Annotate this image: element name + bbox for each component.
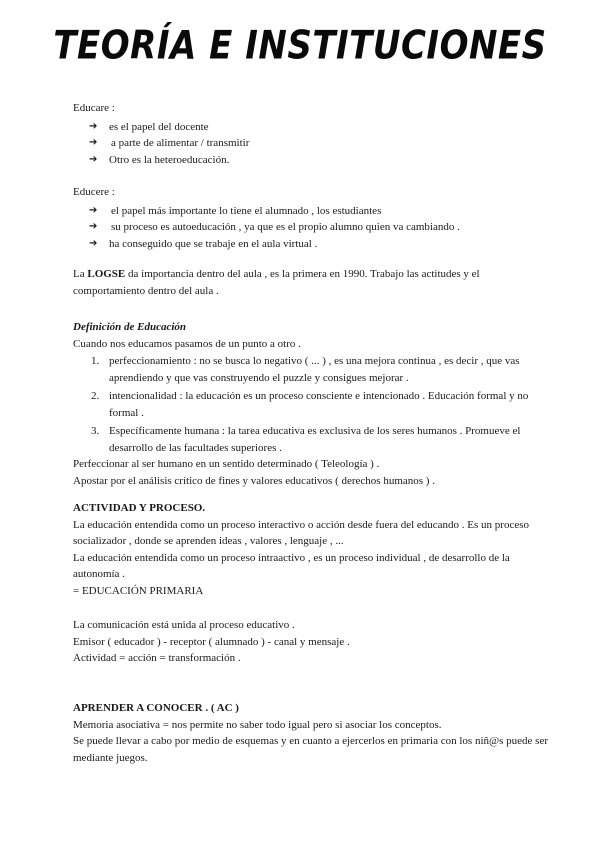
list-item: ➔ su proceso es autoeducación , ya que es el propio alumno quien va cambiando . [73, 219, 533, 236]
actividad-section: ACTIVIDAD Y PROCESO. La educación entendida como un proceso interactivo o acción desde fuera del educando . Es un proceso socializador , donde se aprenden ideas , valores , lenguaje , ... La educación entendida como un proceso intraactivo , es un proceso individual , de desarrollo de la autonomía . = EDUCACIÓN PRIMARIA La comunicación está unida al proceso educativo . Emisor ( educador ) - receptor ( alumnado ) - canal y mensaje . Actividad = acción = transformación . [73, 500, 533, 667]
arrow-right-icon: ➔ [89, 204, 98, 216]
list-item: 2. intencionalidad : la educación es un proceso consciente e intencionado . Educación formal y no formal . [91, 390, 529, 419]
arrow-right-icon: ➔ [89, 221, 98, 232]
section-heading: ACTIVIDAD Y PROCESO. [73, 502, 206, 514]
list-item: ➔ ha conseguido que se trabaje en el aula virtual . [73, 236, 533, 253]
logse-paragraph: La LOGSE da importancia dentro del aula , es la primera en 1990. Trabajo las actitudes y el comportamiento dentro del aula . [73, 268, 480, 297]
educare-label: Educare : [73, 102, 115, 114]
section-heading: Definición de Educación [73, 321, 187, 333]
arrow-right-icon: ➔ [89, 237, 98, 249]
aprender-section: APRENDER A CONOCER . ( AC ) Memoria asociativa = nos permite no saber todo igual pero si asociar los conceptos. Se puede llevar a cabo por medio de esquemas y en cuanto a ejercerlos en primaria con los niñ@s puede ser mediante juegos. [73, 702, 549, 764]
arrow-right-icon: ➔ [89, 137, 98, 148]
list-item: ➔ es el papel del docente [73, 119, 533, 136]
page-title: TEORÍA E INSTITUCIONES [53, 22, 547, 69]
list-item: ➔ a parte de alimentar / transmitir [73, 135, 533, 152]
educere-label: Educere : [73, 186, 115, 198]
list-item: 3. Específicamente humana : la tarea educativa es exclusiva de los seres humanos . Promueve el desarrollo de las facultades superiores . [91, 425, 521, 454]
list-item: ➔ el papel más importante lo tiene el alumnado , los estudiantes [73, 203, 533, 220]
arrow-right-icon: ➔ [89, 120, 98, 132]
section-heading: APRENDER A CONOCER . ( AC ) [73, 702, 239, 714]
definicion-section: Definición de Educación Cuando nos educamos pasamos de un punto a otro . 1. perfeccionamiento : no se busca lo negativo ( ... ) , es una mejora continua , es decir , que vas aprendiendo y que vas construyendo el puzzle y consigues mejorar . 2. intencionalidad : la educación es un proceso consciente e intencionado . Educación formal y no formal . 3. Específicamente humana : la tarea educativa es exclusiva de los seres humanos . Promueve el desarrollo de las facultades superiores . Perfeccionar al ser humano en un sentido determinado ( Teleología ) . Apostar por el análisis crítico de fines y valores educativos ( derechos humanos ) . [73, 319, 533, 489]
list-item: 1. perfeccionamiento : no se busca lo negativo ( ... ) , es una mejora continua , es decir , que vas aprendiendo y que vas construyendo el puzzle y consigues mejorar . [91, 355, 520, 384]
arrow-right-icon: ➔ [89, 153, 98, 165]
educere-section [73, 184, 533, 252]
educare-section [73, 100, 533, 168]
logse-term: LOGSE [87, 268, 126, 280]
list-item: ➔ Otro es la heteroeducación. [73, 152, 533, 169]
